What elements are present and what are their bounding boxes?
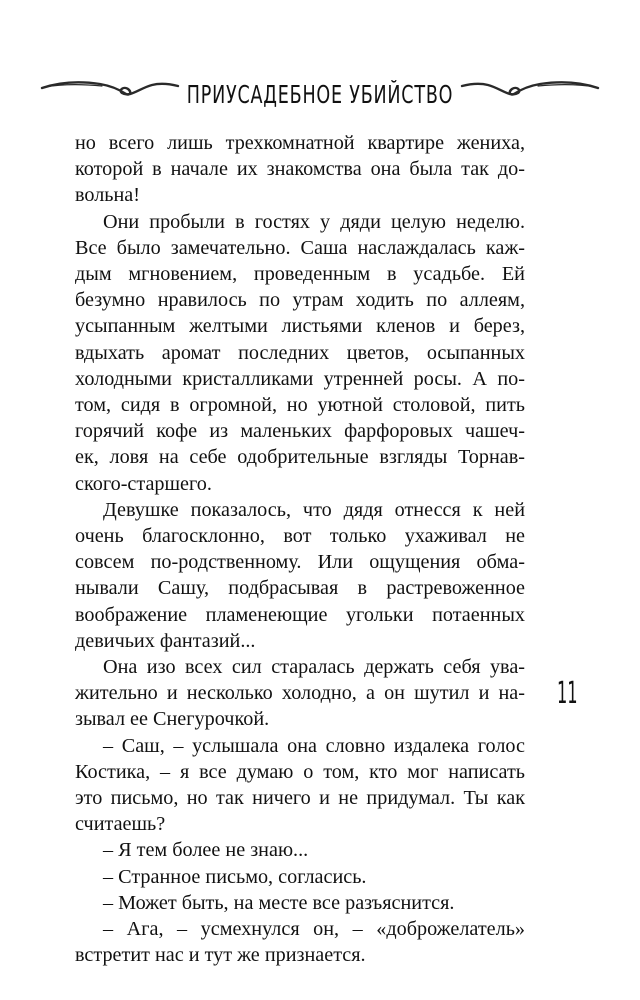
paragraph: [75, 654, 525, 733]
text-line: Костика, – я все думаю о том, кто мог написать: [75, 760, 525, 783]
paragraph: [75, 864, 525, 890]
text-line: которой в начале их знакомства она была так до-: [75, 158, 525, 181]
text-line: нывали Сашу, подбрасывая в растревоженное: [75, 577, 525, 600]
paragraph: [75, 209, 525, 497]
text-line: девичьих фантазий...: [75, 629, 256, 652]
text-line: вдыхать аромат последних цветов, осыпанных: [75, 341, 525, 364]
text-line: жительно и несколько холодно, а он шутил и на-: [75, 682, 525, 705]
text-line: Она изо всех сил старалась держать себя ува-: [103, 656, 525, 679]
text-line: – Саш, – услышала она словно издалека голос: [103, 734, 525, 757]
paragraph: [75, 890, 525, 916]
text-line: Все было замечательно. Саша наслаждалась каж-: [75, 236, 525, 259]
text-line: дым мгновением, проведенным в усадьбе. Ей: [75, 263, 525, 286]
running-title: ПРИУСАДЕБНОЕ УБИЙСТВО: [186, 80, 454, 109]
swash-ornament-right-icon: [460, 72, 600, 102]
text-line: – Странное письмо, согласись.: [103, 865, 367, 888]
text-line: – Я тем более не знаю...: [103, 839, 309, 862]
text-line: Девушке показалось, что дядя отнесся к ней: [103, 498, 525, 521]
text-line: это письмо, но так ничего и не придумал. Ты как: [75, 787, 525, 810]
text-line: том, сидя в огромной, но уютной столовой, пить: [75, 394, 525, 417]
text-line: – Может быть, на месте все разъяснится.: [103, 891, 455, 914]
paragraph: [75, 837, 525, 863]
body-text: [75, 130, 525, 969]
text-line: совсем по-родственному. Или ощущения обма-: [75, 551, 525, 574]
text-line: горячий кофе из маленьких фарфоровых чашеч-: [75, 420, 525, 443]
paragraph: [75, 733, 525, 838]
paragraph: [75, 916, 525, 968]
page-number: 11: [557, 676, 578, 711]
running-header: [40, 72, 600, 120]
text-line: вольна!: [75, 184, 140, 207]
text-line: Они пробыли в гостях у дяди целую неделю.: [103, 210, 525, 233]
text-line: усыпанным желтыми листьями кленов и берез,: [75, 315, 525, 338]
text-line: но всего лишь трехкомнатной квартире жениха,: [75, 132, 525, 154]
text-line: считаешь?: [75, 813, 166, 836]
text-line: холодными кристалликами утренней росы. А по-: [75, 367, 525, 390]
text-line: безумно нравилось по утрам ходить по аллеям,: [75, 289, 525, 312]
paragraph: [75, 130, 525, 209]
paragraph: [75, 497, 525, 654]
text-line: ек, ловя на себе одобрительные взгляды Торнав-: [75, 446, 525, 469]
text-line: – Ага, – усмехнулся он, – «доброжелатель»: [103, 918, 525, 941]
text-line: воображение пламенеющие угольки потаенных: [75, 603, 525, 626]
text-line: ского-старшего.: [75, 472, 212, 495]
text-line: зывал ее Снегурочкой.: [75, 708, 270, 731]
text-line: очень благосклонно, вот только ухаживал не: [75, 525, 525, 548]
text-line: встретит нас и тут же признается.: [75, 944, 366, 967]
